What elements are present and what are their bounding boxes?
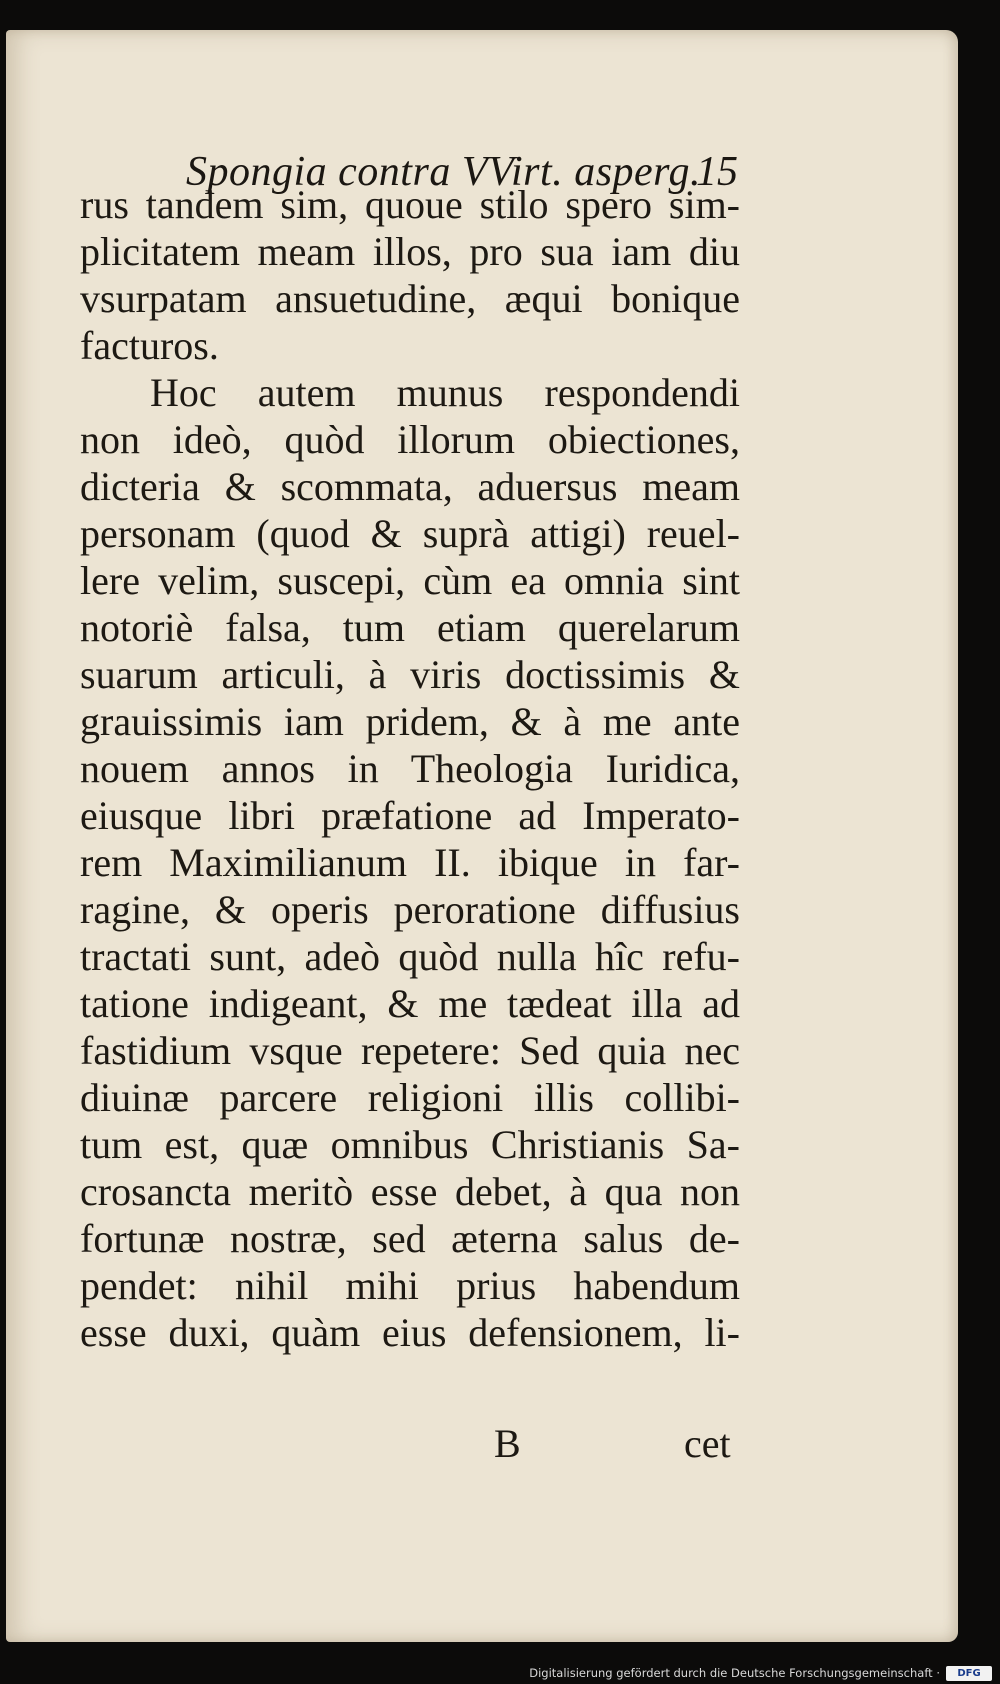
text-line: eiusque libri præfatione ad Imperato- <box>80 793 740 838</box>
text-line: notoriè falsa, tum etiam querelarum <box>80 605 740 650</box>
catchword: cet <box>684 1421 731 1466</box>
text-line: non ideò, quòd illorum obiectiones, <box>80 417 740 462</box>
text-line: crosancta meritò esse debet, à qua non <box>80 1169 740 1214</box>
text-line: grauissimis iam pridem, & à me ante <box>80 699 740 744</box>
text-line: pendet: nihil mihi prius habendum <box>80 1263 740 1308</box>
text-line: fastidium vsque repetere: Sed quia nec <box>80 1028 740 1073</box>
text-line: facturos. <box>80 323 219 368</box>
text-line: tractati sunt, adeò quòd nulla hîc refu- <box>80 934 740 979</box>
signature-mark: B <box>494 1421 521 1466</box>
running-head: Spongia contra VVirt. asperg. <box>186 149 701 195</box>
footer-credit: Digitalisierung gefördert durch die Deutsche Forschungsgemeinschaft · <box>529 1666 940 1680</box>
text-line: fortunæ nostræ, sed æterna salus de- <box>80 1216 740 1261</box>
page-number: 15 <box>696 149 738 195</box>
text-line: suarum articuli, à viris doctissimis & <box>80 652 740 697</box>
text-line: tatione indigeant, & me tædeat illa ad <box>80 981 740 1026</box>
text-line: nouem annos in Theologia Iuridica, <box>80 746 740 791</box>
text-line: personam (quod & suprà attigi) reuel- <box>80 511 740 556</box>
text-line: ragine, & operis peroratione diffusius <box>80 887 740 932</box>
book-page <box>6 30 958 1642</box>
text-line: rem Maximilianum II. ibique in far- <box>80 840 740 885</box>
text-line: tum est, quæ omnibus Christianis Sa- <box>80 1122 740 1167</box>
text-line: rus tandem sim, quoue stilo spero sim- <box>80 182 740 227</box>
text-line: Hoc autem munus respondendi <box>150 370 740 415</box>
text-line: esse duxi, quàm eius defensionem, li- <box>80 1310 740 1355</box>
text-line: plicitatem meam illos, pro sua iam diu <box>80 229 740 274</box>
text-line: vsurpatam ansuetudine, æqui bonique <box>80 276 740 321</box>
text-line: diuinæ parcere religioni illis collibi- <box>80 1075 740 1120</box>
text-line: dicteria & scommata, aduersus meam <box>80 464 740 509</box>
dfg-logo-icon: DFG <box>946 1666 992 1681</box>
text-line: lere velim, suscepi, cùm ea omnia sint <box>80 558 740 603</box>
